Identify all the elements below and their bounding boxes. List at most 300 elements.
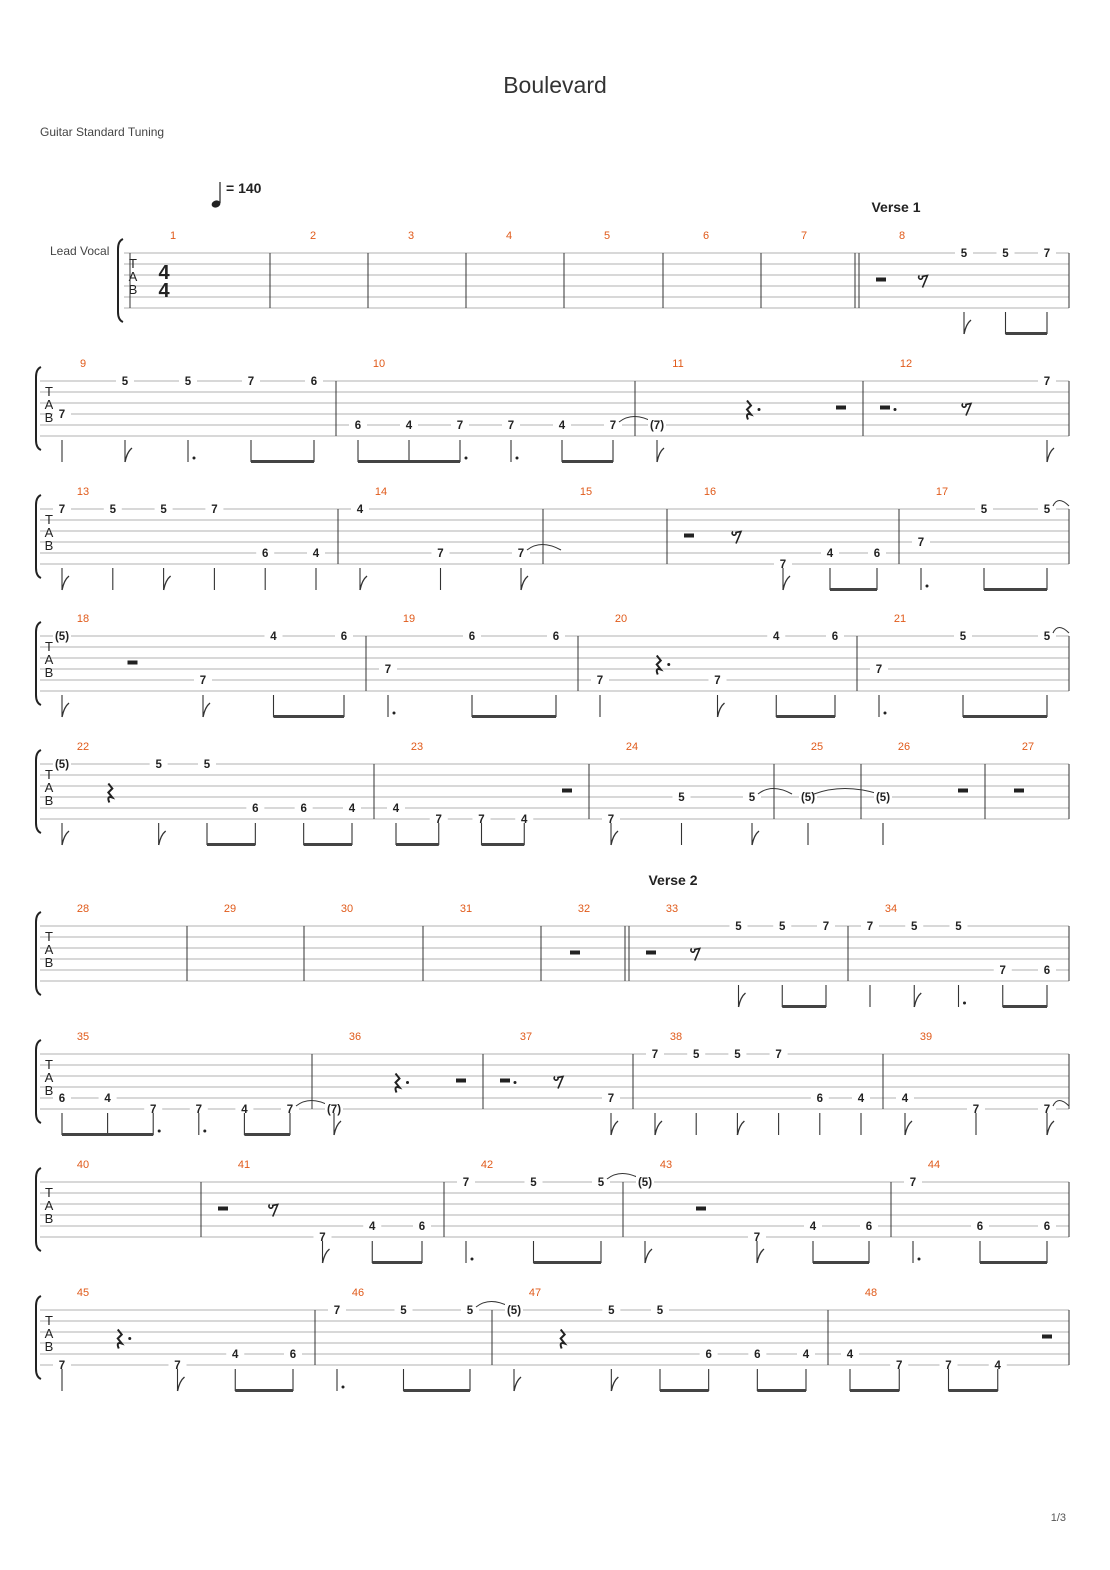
measure xyxy=(646,903,835,1008)
fret-number: 5 xyxy=(980,504,988,516)
fret-number: (5) xyxy=(54,631,70,643)
fret-number: 4 xyxy=(994,1360,1001,1372)
measure-number: 15 xyxy=(579,486,593,498)
note-beam xyxy=(62,1133,153,1136)
fret-number: 4 xyxy=(104,1093,111,1105)
note-beam xyxy=(850,1389,899,1392)
note-beam xyxy=(207,843,255,846)
measure-number: 36 xyxy=(348,1031,362,1043)
measure-number: 41 xyxy=(237,1159,251,1171)
measure xyxy=(460,903,472,915)
tab-system xyxy=(36,903,1069,1008)
measure-number: 23 xyxy=(410,741,424,753)
half-rest-icon xyxy=(128,661,138,665)
fret-number: 6 xyxy=(552,631,560,643)
fret-number: 4 xyxy=(773,631,780,643)
eighth-flag-icon xyxy=(164,576,171,590)
fret-number: 4 xyxy=(809,1221,817,1233)
duration-dot xyxy=(158,1130,161,1133)
tab-clef-letter: T xyxy=(45,384,53,399)
fret-number: 7 xyxy=(999,965,1006,977)
eighth-flag-icon xyxy=(203,703,210,717)
measure xyxy=(53,486,325,590)
eighth-flag-icon xyxy=(62,831,69,845)
eighth-flag-icon xyxy=(783,576,790,590)
note-beam xyxy=(782,1005,826,1008)
eighth-flag-icon xyxy=(905,1121,912,1135)
measure-number: 27 xyxy=(1021,741,1035,753)
fret-number: 6 xyxy=(816,1093,824,1105)
fret-number: 7 xyxy=(319,1232,326,1244)
measure xyxy=(77,903,89,915)
tab-system xyxy=(36,486,1069,591)
duration-dot xyxy=(465,457,468,460)
note-beam xyxy=(660,1389,709,1392)
duration-dot xyxy=(963,1002,966,1005)
time-signature-digit: 4 xyxy=(158,280,170,302)
measure-number: 9 xyxy=(79,358,87,370)
measure-number: 19 xyxy=(402,613,416,625)
fret-number: 5 xyxy=(734,1049,741,1061)
section-label: Verse 1 xyxy=(871,199,921,215)
half-rest-icon xyxy=(876,278,886,282)
fret-number: (5) xyxy=(54,759,70,771)
fret-number: 7 xyxy=(437,548,444,560)
time-signature-digit: 4 xyxy=(158,262,170,284)
tab-system xyxy=(36,1159,1069,1264)
note-beam xyxy=(562,460,613,463)
measure xyxy=(53,1031,330,1136)
tie-arc xyxy=(758,789,792,795)
measure xyxy=(328,1287,510,1392)
measure xyxy=(408,230,414,242)
fret-number: 4 xyxy=(826,548,834,560)
eighth-flag-icon xyxy=(657,448,664,462)
fret-number: 6 xyxy=(354,420,362,432)
measure xyxy=(646,1031,870,1135)
eighth-flag-icon xyxy=(655,1121,662,1135)
tab-clef-letter: T xyxy=(129,256,137,271)
fret-number: 5 xyxy=(597,1177,605,1189)
fret-number: 5 xyxy=(779,921,786,933)
tab-system xyxy=(36,741,1069,846)
fret-number: 7 xyxy=(58,409,66,421)
measure-number: 45 xyxy=(76,1287,90,1299)
fret-number: 5 xyxy=(955,921,962,933)
measure-number: 10 xyxy=(372,358,386,370)
tie-arc xyxy=(296,1101,330,1107)
half-rest-icon xyxy=(570,951,580,955)
note-beam xyxy=(358,460,460,463)
measure-number: 24 xyxy=(625,741,639,753)
fret-number: 7 xyxy=(456,420,464,432)
measure xyxy=(684,486,886,591)
fret-number: 5 xyxy=(960,248,968,260)
measure-number: 31 xyxy=(459,903,473,915)
staff-bracket xyxy=(36,912,41,995)
measure-number: 14 xyxy=(374,486,388,498)
eighth-flag-icon xyxy=(757,1249,764,1263)
fret-number: 5 xyxy=(1043,631,1051,643)
tab-clef-letter: B xyxy=(44,410,54,425)
measure xyxy=(218,1159,431,1264)
half-rest-icon xyxy=(218,1207,228,1211)
tab-clef-letter: B xyxy=(44,1211,54,1226)
duration-dot xyxy=(884,712,887,715)
fret-number: 7 xyxy=(435,814,442,826)
note-beam xyxy=(984,588,1047,591)
note-beam xyxy=(472,715,556,718)
staff-bracket xyxy=(36,1168,41,1251)
fret-number: 7 xyxy=(866,921,874,933)
tab-system xyxy=(36,1287,1069,1392)
eighth-flag-icon xyxy=(737,1121,744,1135)
half-rest-icon xyxy=(836,406,846,410)
page-number: 1/3 xyxy=(1050,1512,1066,1524)
eighth-flag-icon xyxy=(360,576,367,590)
measure-number: 20 xyxy=(614,613,628,625)
fret-number: 7 xyxy=(909,1177,917,1189)
fret-number: 5 xyxy=(184,376,192,388)
measure-number: 44 xyxy=(927,1159,941,1171)
eighth-flag-icon xyxy=(1047,1121,1054,1135)
note-beam xyxy=(980,1261,1047,1264)
measure xyxy=(506,230,512,242)
measure xyxy=(53,1287,302,1392)
eighth-flag-icon xyxy=(62,703,69,717)
fret-number: 7 xyxy=(1043,1104,1051,1116)
measure-number: 18 xyxy=(76,613,90,625)
fret-number: 5 xyxy=(121,376,129,388)
tab-clef-letter: A xyxy=(44,780,54,795)
fret-number: 6 xyxy=(300,803,307,815)
staff-bracket xyxy=(36,495,41,578)
tie-arc xyxy=(527,545,561,551)
fret-number: 6 xyxy=(340,631,348,643)
fret-number: 7 xyxy=(517,548,525,560)
measure xyxy=(841,1287,1052,1392)
fret-number: 7 xyxy=(149,1104,157,1116)
tie-arc xyxy=(607,1174,641,1180)
fret-number: 6 xyxy=(1043,1221,1051,1233)
tuning-label: Guitar Standard Tuning xyxy=(40,125,165,139)
measure-number: 11 xyxy=(672,358,684,370)
tab-clef-letter: A xyxy=(128,269,138,284)
tab-clef-letter: A xyxy=(44,525,54,540)
measure-number: 37 xyxy=(519,1031,533,1043)
measure-number: 42 xyxy=(480,1159,494,1171)
measure xyxy=(801,230,807,242)
measure-number: 1 xyxy=(169,230,177,242)
measure-number: 12 xyxy=(899,358,913,370)
fret-number: 6 xyxy=(58,1093,66,1105)
measure-number: 28 xyxy=(76,903,90,915)
eighth-flag-icon xyxy=(914,993,921,1007)
tempo-value: = 140 xyxy=(226,180,262,196)
fret-number: 7 xyxy=(478,814,485,826)
measure xyxy=(896,1031,1069,1135)
fret-number: 7 xyxy=(607,814,615,826)
measure-number: 33 xyxy=(665,903,679,915)
fret-number: 6 xyxy=(418,1221,426,1233)
measure xyxy=(351,486,561,590)
fret-number: 4 xyxy=(392,803,400,815)
tab-clef-letter: T xyxy=(45,929,53,944)
measure xyxy=(591,613,844,718)
eighth-flag-icon xyxy=(752,831,759,845)
measure xyxy=(1014,741,1034,793)
fret-number: 7 xyxy=(822,921,830,933)
fret-number: 4 xyxy=(356,504,364,516)
fret-number: 4 xyxy=(901,1093,909,1105)
measure-number: 8 xyxy=(898,230,906,242)
measure-number: 39 xyxy=(919,1031,933,1043)
fret-number: 4 xyxy=(846,1349,854,1361)
half-rest-icon xyxy=(456,1079,466,1083)
measure xyxy=(505,1287,815,1392)
eighth-flag-icon xyxy=(645,1249,652,1263)
measure xyxy=(310,230,316,242)
half-rest-icon xyxy=(958,789,968,793)
fret-number: 7 xyxy=(896,1360,903,1372)
fret-number: 6 xyxy=(754,1349,761,1361)
fret-number: 7 xyxy=(753,1232,761,1244)
fret-number: 7 xyxy=(596,675,604,687)
fret-number: 6 xyxy=(831,631,839,643)
note-beam xyxy=(776,715,835,718)
measure xyxy=(912,486,1069,591)
measure xyxy=(703,230,709,242)
fret-number: 5 xyxy=(911,921,918,933)
fret-number: (7) xyxy=(649,420,665,432)
tab-clef-letter: B xyxy=(44,665,54,680)
eighth-flag-icon xyxy=(323,1249,330,1263)
fret-number: 7 xyxy=(714,675,721,687)
fret-number: 4 xyxy=(241,1104,248,1116)
fret-number: 6 xyxy=(310,376,318,388)
tie-arc xyxy=(476,1302,510,1308)
measure-number: 47 xyxy=(528,1287,542,1299)
measure xyxy=(500,1031,620,1135)
fret-number: 7 xyxy=(58,504,66,516)
half-rest-icon xyxy=(500,1079,510,1083)
fret-number: 6 xyxy=(289,1349,297,1361)
measure xyxy=(580,486,592,498)
eighth-flag-icon xyxy=(739,993,746,1007)
eighth-flag-icon xyxy=(159,831,166,845)
measure xyxy=(77,1159,89,1171)
duration-dot xyxy=(193,457,196,460)
tab-clef-letter: A xyxy=(44,652,54,667)
half-rest-icon xyxy=(646,951,656,955)
fret-number: 7 xyxy=(286,1104,294,1116)
fret-number: 5 xyxy=(155,759,162,771)
measure-number: 26 xyxy=(897,741,911,753)
measure xyxy=(861,903,1056,1008)
fret-number: 7 xyxy=(972,1104,980,1116)
fret-number: 5 xyxy=(203,759,211,771)
fret-number: 7 xyxy=(211,504,218,516)
measure-number: 21 xyxy=(893,613,907,625)
tab-clef-letter: T xyxy=(45,1313,53,1328)
tie-arc xyxy=(619,417,653,423)
eighth-flag-icon xyxy=(1047,448,1054,462)
tab-clef-letter: A xyxy=(44,1198,54,1213)
fret-number: (7) xyxy=(326,1104,342,1116)
tie-arc xyxy=(814,789,879,795)
half-rest-icon xyxy=(684,534,694,538)
note-beam xyxy=(274,715,345,718)
tab-system xyxy=(118,230,1069,335)
eighth-flag-icon xyxy=(125,448,132,462)
fret-number: 7 xyxy=(1043,376,1051,388)
note-beam xyxy=(482,843,525,846)
fret-number: 4 xyxy=(270,631,277,643)
note-beam xyxy=(404,1389,471,1392)
note-beam xyxy=(813,1261,869,1264)
fret-number: 7 xyxy=(945,1360,952,1372)
tab-clef-letter: A xyxy=(44,1326,54,1341)
measure-number: 16 xyxy=(703,486,717,498)
fret-number: 5 xyxy=(692,1049,700,1061)
fret-number: 4 xyxy=(802,1349,810,1361)
fret-number: 6 xyxy=(865,1221,873,1233)
tab-clef-letter: B xyxy=(44,1083,54,1098)
note-beam xyxy=(372,1261,422,1264)
measure xyxy=(379,613,565,718)
eighth-flag-icon xyxy=(611,1377,618,1391)
measure xyxy=(349,358,653,463)
fret-number: 4 xyxy=(521,814,528,826)
measure xyxy=(387,741,572,846)
measure-number: 32 xyxy=(577,903,591,915)
tab-clef-letter: T xyxy=(45,1057,53,1072)
fret-number: 6 xyxy=(252,803,259,815)
fret-number: 4 xyxy=(232,1349,239,1361)
measure xyxy=(341,903,353,915)
tab-system xyxy=(36,613,1069,718)
tab-clef-letter: A xyxy=(44,1070,54,1085)
fret-number: 7 xyxy=(779,559,787,571)
measure-number: 2 xyxy=(309,230,317,242)
measure xyxy=(325,1031,466,1135)
tempo-marking xyxy=(211,180,262,209)
fret-number: 7 xyxy=(384,664,392,676)
staff-bracket xyxy=(36,1296,41,1379)
fret-number: 7 xyxy=(775,1049,782,1061)
duration-dot xyxy=(393,712,396,715)
fret-number: 7 xyxy=(609,420,617,432)
fret-number: 7 xyxy=(333,1305,341,1317)
half-rest-icon xyxy=(696,1207,706,1211)
fret-number: 7 xyxy=(58,1360,66,1372)
tab-clef-letter: B xyxy=(128,282,138,297)
eighth-flag-icon xyxy=(62,576,69,590)
page-title: Boulevard xyxy=(503,72,607,98)
tab-clef-letter: A xyxy=(44,942,54,957)
fret-number: 5 xyxy=(530,1177,537,1189)
measure-number: 22 xyxy=(76,741,90,753)
fret-number: 7 xyxy=(607,1093,615,1105)
tab-clef-letter: T xyxy=(45,1185,53,1200)
tab-clef-letter: B xyxy=(44,538,54,553)
measure xyxy=(224,903,236,915)
eighth-flag-icon xyxy=(611,1121,618,1135)
measure-number: 30 xyxy=(340,903,354,915)
half-rest-icon xyxy=(880,406,890,410)
fret-number: 7 xyxy=(247,376,255,388)
fret-number: 5 xyxy=(959,631,967,643)
note-beam xyxy=(949,1389,998,1392)
fret-number: 4 xyxy=(558,420,566,432)
measure-number: 34 xyxy=(884,903,898,915)
track-name: Lead Vocal xyxy=(50,244,110,258)
measure-number: 13 xyxy=(76,486,90,498)
note-beam xyxy=(235,1389,293,1392)
measure xyxy=(604,230,610,242)
measure xyxy=(53,358,323,463)
measure xyxy=(170,230,176,242)
staff-bracket xyxy=(36,750,41,833)
measure-number: 43 xyxy=(659,1159,673,1171)
fret-number: 5 xyxy=(656,1305,664,1317)
staff-bracket xyxy=(118,239,123,322)
section-label: Verse 2 xyxy=(648,872,698,888)
fret-number: 5 xyxy=(400,1305,407,1317)
eighth-flag-icon xyxy=(521,576,528,590)
fret-number: 5 xyxy=(466,1305,474,1317)
note-beam xyxy=(396,843,439,846)
fret-number: 6 xyxy=(261,548,269,560)
measure xyxy=(602,741,792,845)
staff-bracket xyxy=(36,367,41,450)
fret-number: 7 xyxy=(195,1104,203,1116)
fret-number: 7 xyxy=(917,537,925,549)
tab-clef-letter: B xyxy=(44,793,54,808)
measure-number: 7 xyxy=(800,230,808,242)
measure-number: 6 xyxy=(702,230,710,242)
tab-system xyxy=(36,358,1069,463)
note-beam xyxy=(534,1261,602,1264)
measure xyxy=(870,613,1069,718)
measure xyxy=(636,1159,878,1264)
staff-bracket xyxy=(36,1040,41,1123)
measure xyxy=(648,358,846,462)
eighth-flag-icon xyxy=(718,703,725,717)
eighth-flag-icon xyxy=(964,320,971,334)
measure-number: 40 xyxy=(76,1159,90,1171)
note-beam xyxy=(963,715,1047,718)
duration-dot xyxy=(342,1386,345,1389)
fret-number: 5 xyxy=(160,504,167,516)
duration-dot xyxy=(918,1258,921,1261)
measure xyxy=(874,741,968,845)
eighth-flag-icon xyxy=(514,1377,521,1391)
fret-number: 5 xyxy=(608,1305,615,1317)
fret-number: (5) xyxy=(875,792,891,804)
eighth-flag-icon xyxy=(178,1377,185,1391)
measure xyxy=(904,1159,1056,1264)
measure-number: 5 xyxy=(603,230,611,242)
fret-number: 4 xyxy=(312,548,320,560)
measure-number: 25 xyxy=(810,741,824,753)
half-rest-icon xyxy=(1014,789,1024,793)
eighth-flag-icon xyxy=(611,831,618,845)
tab-clef-letter: T xyxy=(45,512,53,527)
note-beam xyxy=(251,460,314,463)
note-beam xyxy=(830,588,877,591)
fret-number: 4 xyxy=(369,1221,376,1233)
